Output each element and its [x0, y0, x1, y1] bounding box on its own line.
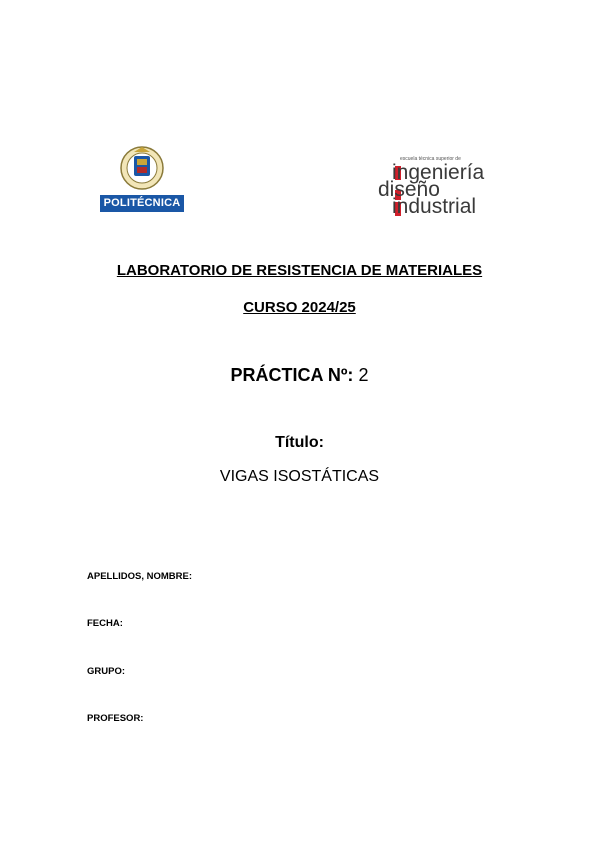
practice-number: 2	[358, 365, 369, 385]
title-label: Título:	[275, 434, 324, 451]
etsidi-word-diseno: diseño	[378, 178, 440, 201]
etsidi-logo	[376, 156, 508, 220]
etsidi-subtitle: escuela técnica superior de	[400, 156, 461, 162]
name-field-label: APELLIDOS, NOMBRE:	[87, 571, 193, 582]
date-field-label: FECHA:	[87, 618, 123, 629]
practice-heading	[0, 365, 599, 386]
teacher-field-label: PROFESOR:	[87, 713, 144, 724]
upm-seal-icon	[120, 144, 164, 194]
lab-title: LABORATORIO DE RESISTENCIA DE MATERIALES	[116, 262, 483, 279]
course-title: CURSO 2024/25	[243, 299, 356, 316]
etsidi-word-ingenieria: ingeniería	[392, 161, 485, 184]
etsidi-word-industrial: industrial	[392, 195, 477, 218]
upm-logo	[100, 144, 186, 214]
upm-logo-label: POLITÉCNICA	[100, 195, 184, 212]
practice-label: PRÁCTICA Nº:	[230, 365, 354, 385]
title-value: VIGAS ISOSTÁTICAS	[219, 468, 380, 485]
group-field-label: GRUPO:	[87, 666, 125, 677]
